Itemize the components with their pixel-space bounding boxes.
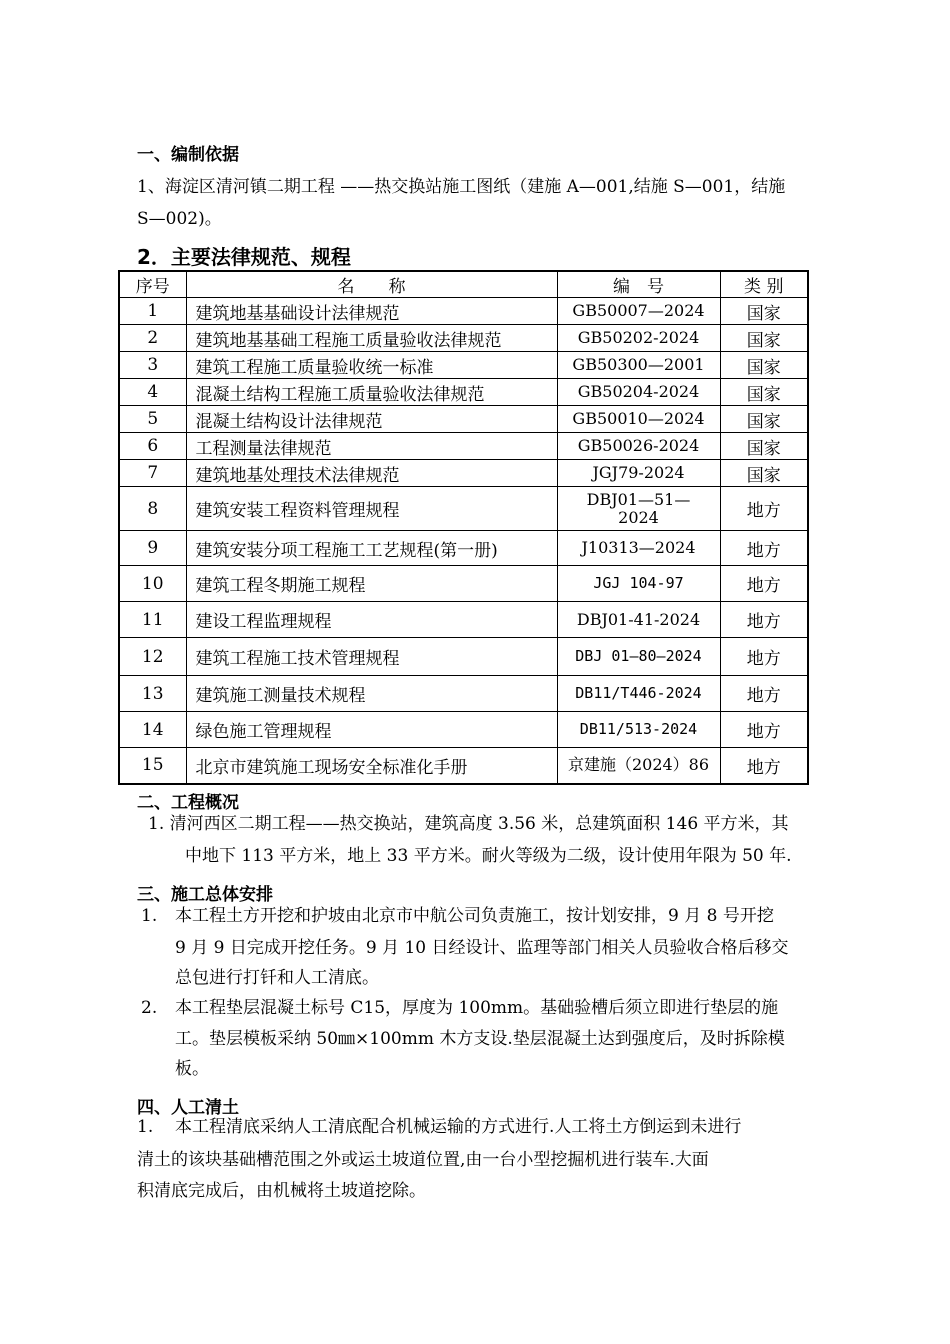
table-row [119,352,808,379]
row-type: 地方 [720,487,808,531]
arrangement-item-2-number: 2. [141,998,158,1018]
row-code: GB50007—2024 [557,298,720,325]
row-name: 工程测量法律规范 [186,433,557,460]
row-type: 地方 [720,638,808,676]
row-code: GB50300—2001 [557,352,720,379]
row-type: 国家 [720,325,808,352]
row-name: 建筑安装分项工程施工工艺规程(第一册) [186,531,557,566]
row-no: 9 [119,531,186,566]
arrangement-item-2-line-2: 工。垫层模板采纳 50㎜×100mm 木方支设.垫层混凝土达到强度后，及时拆除模 [175,1029,785,1049]
row-type: 地方 [720,531,808,566]
section-heading-standards: 2．主要法律规范、规程 [137,245,351,269]
cleaning-item-1-line-3: 积清底完成后，由机械将土坡道挖除。 [137,1181,426,1201]
row-code: DB11/513-2024 [557,712,720,748]
row-type: 地方 [720,748,808,784]
row-type: 国家 [720,379,808,406]
row-name: 建设工程监理规程 [186,602,557,638]
row-code: DB11/T446-2024 [557,676,720,712]
header-type: 类 别 [720,271,808,298]
row-type: 国家 [720,406,808,433]
row-no: 12 [119,638,186,676]
table-row [119,676,808,712]
row-name: 北京市建筑施工现场安全标准化手册 [186,748,557,784]
row-type: 地方 [720,566,808,602]
row-code: DBJ 01—80—2024 [557,638,720,676]
row-name: 混凝土结构工程施工质量验收法律规范 [186,379,557,406]
table-row [119,566,808,602]
row-name: 建筑工程施工技术管理规程 [186,638,557,676]
cleaning-item-1-number: 1. [137,1117,154,1137]
row-code: GB50026-2024 [557,433,720,460]
row-no: 4 [119,379,186,406]
row-no: 14 [119,712,186,748]
row-name: 建筑地基基础工程施工质量验收法律规范 [186,325,557,352]
row-type: 国家 [720,298,808,325]
overview-line-2: 中地下 113 平方米，地上 33 平方米。耐火等级为二级，设计使用年限为 50 年. [185,846,792,866]
arrangement-item-1-line-1: 本工程土方开挖和护坡由北京市中航公司负责施工，按计划安排，9 月 8 号开挖 [175,906,774,926]
header-name: 名 称 [186,271,557,298]
table-row [119,460,808,487]
section-heading-arrangement: 三、施工总体安排 [137,885,273,905]
row-name: 建筑地基处理技术法律规范 [186,460,557,487]
row-no: 8 [119,487,186,531]
row-no: 13 [119,676,186,712]
basis-line-2: S—002)。 [137,209,222,229]
row-type: 国家 [720,352,808,379]
row-type: 地方 [720,602,808,638]
basis-line-1: 1、海淀区清河镇二期工程 ——热交换站施工图纸（建施 A—001,结施 S—001，结施 [137,177,786,197]
row-no: 7 [119,460,186,487]
table-row [119,433,808,460]
header-code: 编 号 [557,271,720,298]
table-row [119,325,808,352]
section-heading-manual-cleaning: 四、人工清土 [137,1098,239,1118]
cleaning-item-1-line-2: 清土的该块基础槽范围之外或运土坡道位置,由一台小型挖掘机进行装车.大面 [137,1150,709,1170]
table-row [119,379,808,406]
row-no: 11 [119,602,186,638]
row-code: 京建施（2024）86 [557,748,720,784]
row-code: J10313—2024 [557,531,720,566]
table-row [119,638,808,676]
row-code: GB50202-2024 [557,325,720,352]
row-type: 地方 [720,712,808,748]
row-code: DBJ01-41-2024 [557,602,720,638]
row-no: 5 [119,406,186,433]
table-row [119,406,808,433]
row-type: 国家 [720,460,808,487]
arrangement-item-1-number: 1. [141,906,158,926]
row-code: JGJ79-2024 [557,460,720,487]
row-code: DBJ01—51—2024 [557,487,720,531]
arrangement-item-1-line-2: 9 月 9 日完成开挖任务。9 月 10 日经设计、监理等部门相关人员验收合格后移交 [175,938,789,958]
table-row [119,487,808,531]
row-no: 10 [119,566,186,602]
row-code: GB50010—2024 [557,406,720,433]
table-row [119,298,808,325]
overview-line-1: 1. 清河西区二期工程——热交换站，建筑高度 3.56 米，总建筑面积 146 平方米，其 [148,814,789,834]
row-no: 15 [119,748,186,784]
table-row [119,602,808,638]
table-row [119,712,808,748]
cleaning-item-1-line-1: 本工程清底采纳人工清底配合机械运输的方式进行.人工将土方倒运到未进行 [175,1117,742,1137]
arrangement-item-2-line-1: 本工程垫层混凝土标号 C15，厚度为 100mm。基础验槽后须立即进行垫层的施 [175,998,779,1018]
row-name: 绿色施工管理规程 [186,712,557,748]
row-type: 地方 [720,676,808,712]
standards-table [118,270,809,785]
row-name: 建筑工程冬期施工规程 [186,566,557,602]
row-no: 2 [119,325,186,352]
row-name: 建筑安装工程资料管理规程 [186,487,557,531]
section-heading-overview: 二、工程概况 [137,793,239,813]
row-no: 6 [119,433,186,460]
section-heading-basis: 一、编制依据 [137,145,239,165]
arrangement-item-1-line-3: 总包进行打钎和人工清底。 [175,968,379,988]
row-name: 建筑工程施工质量验收统一标准 [186,352,557,379]
row-no: 3 [119,352,186,379]
row-type: 国家 [720,433,808,460]
row-name: 建筑地基基础设计法律规范 [186,298,557,325]
row-code: GB50204-2024 [557,379,720,406]
table-row [119,531,808,566]
row-code: JGJ 104-97 [557,566,720,602]
row-name: 混凝土结构设计法律规范 [186,406,557,433]
header-no: 序号 [119,271,186,298]
row-name: 建筑施工测量技术规程 [186,676,557,712]
arrangement-item-2-line-3: 板。 [175,1059,209,1079]
table-header-row [119,271,808,298]
table-row [119,748,808,784]
row-no: 1 [119,298,186,325]
